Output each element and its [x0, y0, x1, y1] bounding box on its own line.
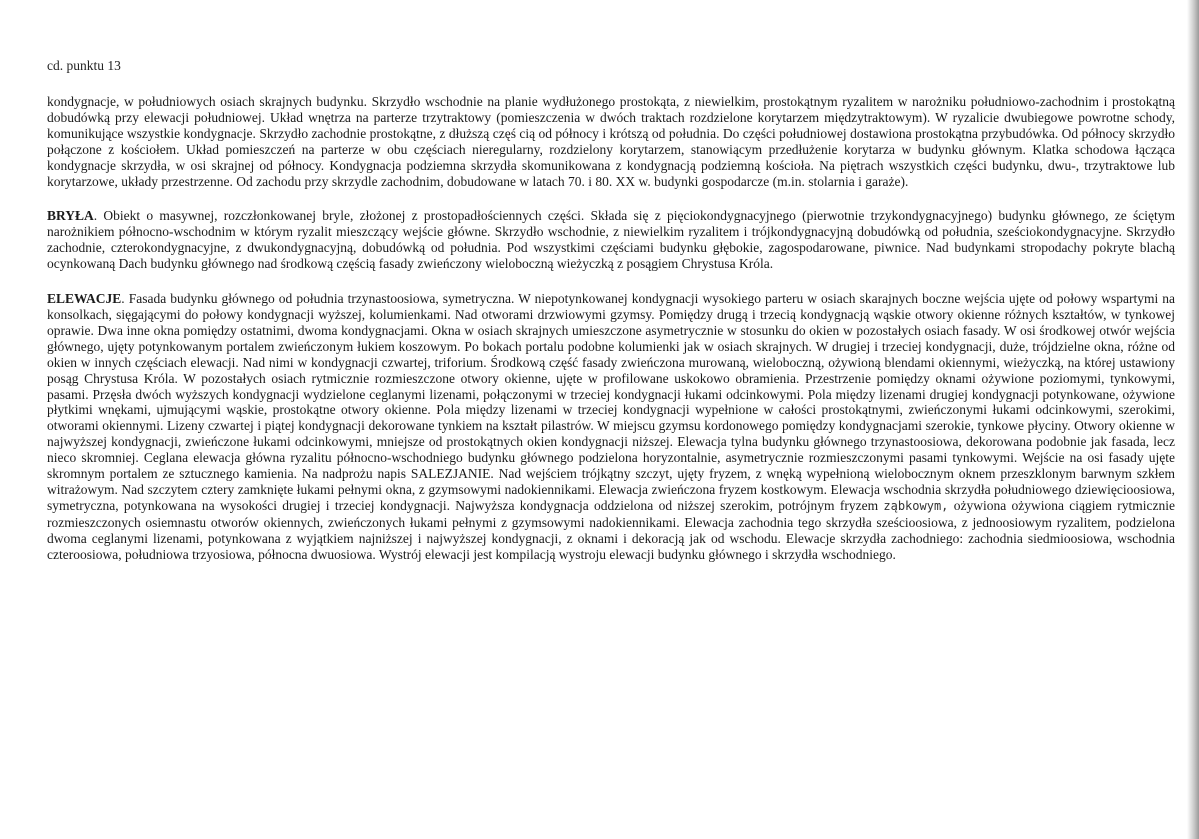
paragraph-elewacje-text-b: ożywiona ożywiona ciągiem rytmicznie rozmieszczonych osiemnastu otworów okiennych, zwieńczonych łukami pełnymi z gzymsowymi nadokiennikami. Elewacja zachodnia tego skrzydła sześcioosiowa, z jednoosiowym ryzalitem, podzielona dwoma ceglanymi lizenami, potynkowana z wyjątkiem najniższej i najwyższej kondygnacji, z oknami i dekoracją jak od wschodu. Elewacje skrzydła zachodniego: zachodnia siedmioosiowa, wschodnia czteroosiowa, południowa trzyosiowa, północna dwuosiowa. Wystrój elewacji jest kompilacją wystroju elewacji budynku głównego i skrzydła wschodniego. — [47, 497, 1176, 562]
document-page — [47, 58, 1175, 581]
paragraph-layout — [47, 94, 1175, 189]
page-header: cd. punktu 13 — [47, 58, 121, 73]
paragraph-layout-text: kondygnacje, w południowych osiach skrajnych budynku. Skrzydło wschodnie na planie wydłużonego prostokąta, z niewielkim, prostokątnym ryzalitem w narożniku południowo-zachodnim i prostokątną dobudówką przy elewacji południowej. Układ wnętrza na parterze trzytraktowy (pomieszczenia w dwóch traktach rozdzielone korytarzem międzytraktowym). W ryzalicie dwubiegowe powrotne schody, komunikujące wszystkie kondygnacje. Skrzydło zachodnie prostokątne, z dłuższą częś cią od północy i krótszą od południa. Do części południowej dostawiona prostokątna przybudówka. Od północy skrzydło połączone z kościołem. Układ pomieszczeń na parterze w obu częściach nieregularny, rozdzielony korytarzem, stanowiącym przedłużenie korytarza w budynku głównym. Klatka schodowa łącząca kondygnacje skrzydła, w osi skrajnej od północy. Kondygnacja podziemna skrzydła skomunikowana z kondygnacją podziemną kościoła. Na piętrach wszystkich części budynku, dwu-, trzytraktowe lub korytarzowe, układy przestrzenne. Od zachodu przy skrzydle zachodnim, dobudowane w latach 70. i 80. XX w. budynki gospodarcze (m.in. stolarnia i garaże). — [47, 94, 1175, 189]
paragraph-bryla — [47, 208, 1175, 272]
paragraph-elewacje-text-a: . Fasada budynku głównego od południa trzynastoosiowa, symetryczna. W niepotynkowanej kondygnacji wysokiego parteru w osiach skarajnych boczne wejścia ujęte od połowy wspartymi na konsolkach, sięgającymi do połowy kondygnacji wyższej, kolumienkami. Nad otworami drzwiowymi gzymsy. Pomiędzy drugą i trzecią kondygnacją wąskie otwory okienne różnych kształtów, w tynkowej oprawie. Dwa inne okna pomiędzy ostatnimi, dwoma kondygnacjami. Okna w osiach skrajnych umieszczone asymetrycznie w stosunku do okien w pozostałych osiach fasady. W osi środkowej otwór wejścia głównego, ujęty potynkowanym portalem zwieńczonym łukiem koszowym. Po bokach portalu podobne kolumienki jak w osiach skrajnych. W drugiej i trzeciej kondygnacji, duże, trójdzielne okna, różne od okien w innych częściach elewacji. Nad nimi w kondygnacji czwartej, triforium. Środkową część fasady zwieńczona murowaną, wieloboczną, ożywioną blendami okiennymi, wieżyczką, na której ustawiony posąg Chrystusa Króla. W pozostałych osiach rytmicznie rozmieszczone otwory okienne, ujęte w profilowane uskokowo obramienia. Przestrzenie pomiędzy oknami ożywione poziomymi, tynkowymi, pasami. Przęsła dwóch wyższych kondygnacji wydzielone ceglanymi lizenami, połączonymi w trzeciej kondygnacji łukami odcinkowymi. Pola między lizenami drugiej kondygnacji potynkowane, ożywione płytkimi wnękami, ujmującymi wąskie, prostokątne otwory okienne. Pola między lizenami w trzeciej kondygnacji wypełnione w całości prostokątnymi, zwieńczonymi łukami odcinkowymi, szerokimi, otworami okiennymi. Lizeny czwartej i piątej kondygnacji dekorowane tynkiem na kształt pilastrów. W miejscu gzymsu kordonowego pomiędzy kondygnacjami szerokie, tynkowe płyciny. Otwory okienne w najwyższej kondygnacji, zwieńczone łukami odcinkowymi, mniejsze od prostokątnych okien kondygnacji niższej. Elewacja tylna budynku głównego trzynastoosiowa, dekorowana podobnie jak fasada, lecz nieco skromniej. Ceglana elewacja główna ryzalitu północno-wschodniego budynku głównego podzielona horyzontalnie, asymetrycznie rozmieszczonymi pasami tynkowymi. Wejście na osi fasady ujęte skromnym portalem ze sztucznego kamienia. Na nadprożu napis SALEZJANIE. Nad wejściem trójkątny szczyt, ujęty fryzem, z wnęką wypełnioną wielobocznym oknem przeszklonym barwnym szkłem witrażowym. Nad szczytem cztery zamknięte łukami pełnymi okna, z gzymsowymi nadokiennikami. Elewacja zwieńczona fryzem kostkowym. Elewacja wschodnia skrzydła południowego dziewięcioosiowa, symetryczna, potynkowana na wysokości drugiej i trzeciej kondygnacji. Najwyższa kondygnacja oddzielona od niższej szerokim, potrójnym fryzem — [47, 291, 1175, 513]
section-heading-elewacje: ELEWACJE — [47, 291, 122, 307]
monospace-word: ząbkowym, — [883, 498, 949, 513]
paragraph-elewacje — [47, 291, 1175, 562]
scan-edge-shadow — [1187, 0, 1199, 839]
paragraph-bryla-text: . Obiekt o masywnej, rozczłonkowanej bryle, złożonej z prostopadłościennych części. Składa się z pięciokondygnacyjnego (pierwotnie trzykondygnacyjnego) budynku głównego, ze ściętym narożnikiem północno-wschodnim w którym ryzalit mieszczący wejście główne. Skrzydło wschodnie, z niewielkim ryzalitem i trójkondygnacyjną dobudówką od południa, sześciokondygnacyjne. Skrzydło zachodnie, czterokondygnacyjne, z dwukondygnacyjną, dobudówką od południa. Pod wszystkimi częściami budynku głębokie, zagospodarowane, piwnice. Nad budynkami stropodachy pokryte blachą ocynkowaną Dach budynku głównego nad środkową częścią fasady zwieńczony wieloboczną wieżyczką z posągiem Chrystusa Króla. — [47, 208, 1175, 272]
section-heading-bryla: BRYŁA — [47, 208, 94, 224]
